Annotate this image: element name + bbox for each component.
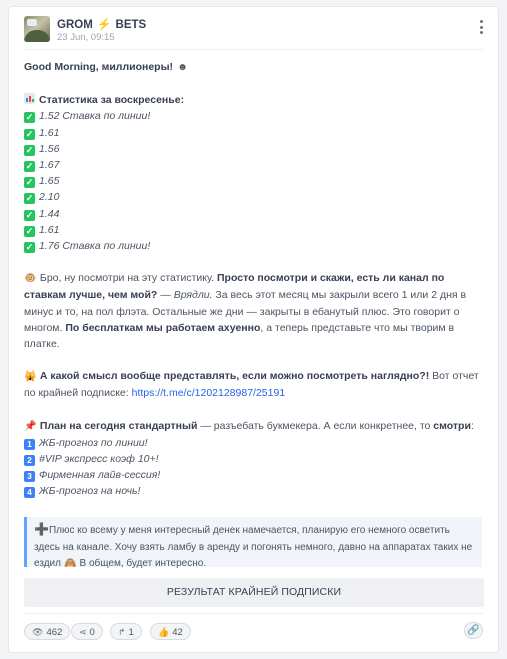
check-icon: ✓ bbox=[25, 144, 34, 155]
bolt-icon: ⚡ bbox=[96, 19, 112, 31]
stats-value: 1.44 bbox=[39, 207, 60, 220]
stats-item bbox=[24, 157, 484, 173]
stats-value: 2.10 bbox=[39, 191, 60, 204]
text: : bbox=[470, 419, 474, 432]
stats-value: 1.61 bbox=[39, 223, 60, 236]
text: , а теперь представьте что мы творим в платке. bbox=[24, 321, 455, 351]
copy-link-icon[interactable]: 🔗 bbox=[464, 622, 483, 639]
stats-value: 1.76 Ставка по линии! bbox=[39, 240, 151, 253]
greeting-line bbox=[24, 59, 484, 76]
stats-title: Статистика за воскресенье: bbox=[39, 94, 185, 107]
share-icon: ⋖ bbox=[79, 627, 87, 637]
stats-item bbox=[24, 173, 484, 189]
post-body bbox=[24, 59, 484, 500]
footer-divider bbox=[24, 613, 483, 614]
check-icon: ✓ bbox=[25, 242, 34, 253]
result-subscription-button[interactable]: РЕЗУЛЬТАТ КРАЙНЕЙ ПОДПИСКИ bbox=[24, 578, 484, 607]
text: Бро, ну посмотри на эту статистику. bbox=[39, 272, 217, 285]
plan-item-text: Фирменная лайв-сессия! bbox=[39, 469, 161, 482]
smile-icon: ☻ bbox=[177, 62, 188, 73]
plan-item bbox=[24, 435, 484, 451]
post-header bbox=[24, 16, 488, 46]
see-no-evil-monkey-icon: 🙈 bbox=[64, 558, 77, 569]
stats-value: 1.61 bbox=[39, 126, 60, 139]
forward-icon: ↱ bbox=[118, 627, 126, 637]
text: — разъебать букмекера. А если конкретнее, то bbox=[197, 419, 434, 432]
views-count: 462 bbox=[46, 627, 63, 638]
bold-text: смотри bbox=[433, 419, 471, 432]
plan-item bbox=[24, 467, 484, 483]
text: Вот отчет по крайней подписке: bbox=[24, 370, 479, 400]
bold-text: По бесплаткам мы работаем ахуенно bbox=[65, 321, 261, 334]
channel-name-left: GROM bbox=[57, 19, 93, 31]
paragraph-report bbox=[24, 368, 484, 401]
shares-counter[interactable] bbox=[71, 623, 103, 640]
plan-item-text: ЖБ-прогноз по линии! bbox=[39, 436, 148, 449]
more-options-icon[interactable] bbox=[478, 20, 484, 38]
plan-item-text: #VIP экспресс коэф 10+! bbox=[39, 453, 159, 466]
quote-block bbox=[24, 517, 482, 567]
cat-icon: 🙀 bbox=[24, 371, 37, 383]
post-card bbox=[8, 6, 499, 653]
chart-icon bbox=[24, 93, 35, 104]
stats-item bbox=[24, 206, 484, 222]
forwards-counter[interactable] bbox=[110, 623, 142, 640]
quote-text: В общем, будет интересно. bbox=[76, 558, 207, 569]
number-one-icon: 1 bbox=[24, 439, 35, 450]
text: — bbox=[157, 289, 174, 302]
italic-text: Врядли. bbox=[173, 289, 213, 302]
bold-text: А какой смысл вообще представлять, если можно посмотреть наглядно?! bbox=[39, 370, 430, 383]
check-icon: ✓ bbox=[25, 177, 34, 188]
stats-value: 1.52 Ставка по линии! bbox=[39, 110, 151, 123]
plan-item bbox=[24, 483, 484, 499]
paragraph-stats-comment bbox=[24, 270, 484, 352]
post-date: 23 Jun, 09:15 bbox=[57, 32, 115, 43]
stats-item bbox=[24, 141, 484, 157]
shares-count: 0 bbox=[89, 627, 95, 638]
number-four-icon: 4 bbox=[24, 487, 35, 498]
stats-item bbox=[24, 222, 484, 238]
paragraph-plan bbox=[24, 418, 484, 435]
greeting-text: Good Morning, миллионеры! bbox=[24, 61, 174, 73]
number-three-icon: 3 bbox=[24, 471, 35, 482]
stats-item bbox=[24, 189, 484, 205]
likes-count: 42 bbox=[172, 627, 183, 638]
check-icon: ✓ bbox=[25, 209, 34, 220]
report-link[interactable]: https://t.me/c/1202128987/25191 bbox=[131, 387, 286, 400]
forwards-count: 1 bbox=[128, 627, 134, 638]
number-two-icon: 2 bbox=[24, 455, 35, 466]
thumbs-up-icon: 👍 bbox=[158, 627, 170, 637]
monkey-icon: 🐵 bbox=[24, 273, 37, 285]
quote-text: Плюс ко всему у меня интересный денек намечается, планирую его немного осветить здесь на канале. Хочу взять ламбу в аренду и погонять немного, давно на аппаратах таких не ездил bbox=[34, 525, 473, 569]
views-counter[interactable] bbox=[24, 623, 70, 640]
check-icon: ✓ bbox=[25, 193, 34, 204]
stats-item bbox=[24, 125, 484, 141]
check-icon: ✓ bbox=[25, 112, 34, 123]
plus-icon: ➕ bbox=[34, 522, 49, 536]
bold-text: Просто посмотри и скажи, есть ли канал по ставкам лучше, чем мой? bbox=[24, 272, 445, 302]
stats-item bbox=[24, 108, 484, 124]
stats-item bbox=[24, 238, 484, 254]
stats-title-line bbox=[24, 92, 484, 108]
post-footer bbox=[24, 623, 483, 641]
channel-name-right: BETS bbox=[115, 19, 147, 31]
bold-text: План на сегодня стандартный bbox=[39, 419, 198, 432]
channel-avatar[interactable] bbox=[24, 16, 50, 42]
text: За весь этот месяц мы закрыли всего 1 или 2 дня в минус и то, на пол флэта. Остальные же дни — закрыты в ебанутый плюс. Это говорит о многом. bbox=[24, 289, 467, 334]
plan-item-text: ЖБ-прогноз на ночь! bbox=[39, 485, 141, 498]
check-icon: ✓ bbox=[25, 161, 34, 172]
channel-name[interactable] bbox=[57, 17, 146, 31]
stats-value: 1.56 bbox=[39, 142, 60, 155]
stats-value: 1.67 bbox=[39, 159, 60, 172]
check-icon: ✓ bbox=[25, 128, 34, 139]
plan-item bbox=[24, 451, 484, 467]
pin-icon: 📌 bbox=[24, 420, 37, 432]
check-icon: ✓ bbox=[25, 225, 34, 236]
stats-value: 1.65 bbox=[39, 175, 60, 188]
header-divider bbox=[24, 49, 483, 50]
eye-icon: 👁 bbox=[32, 627, 44, 637]
likes-counter[interactable] bbox=[150, 623, 191, 640]
